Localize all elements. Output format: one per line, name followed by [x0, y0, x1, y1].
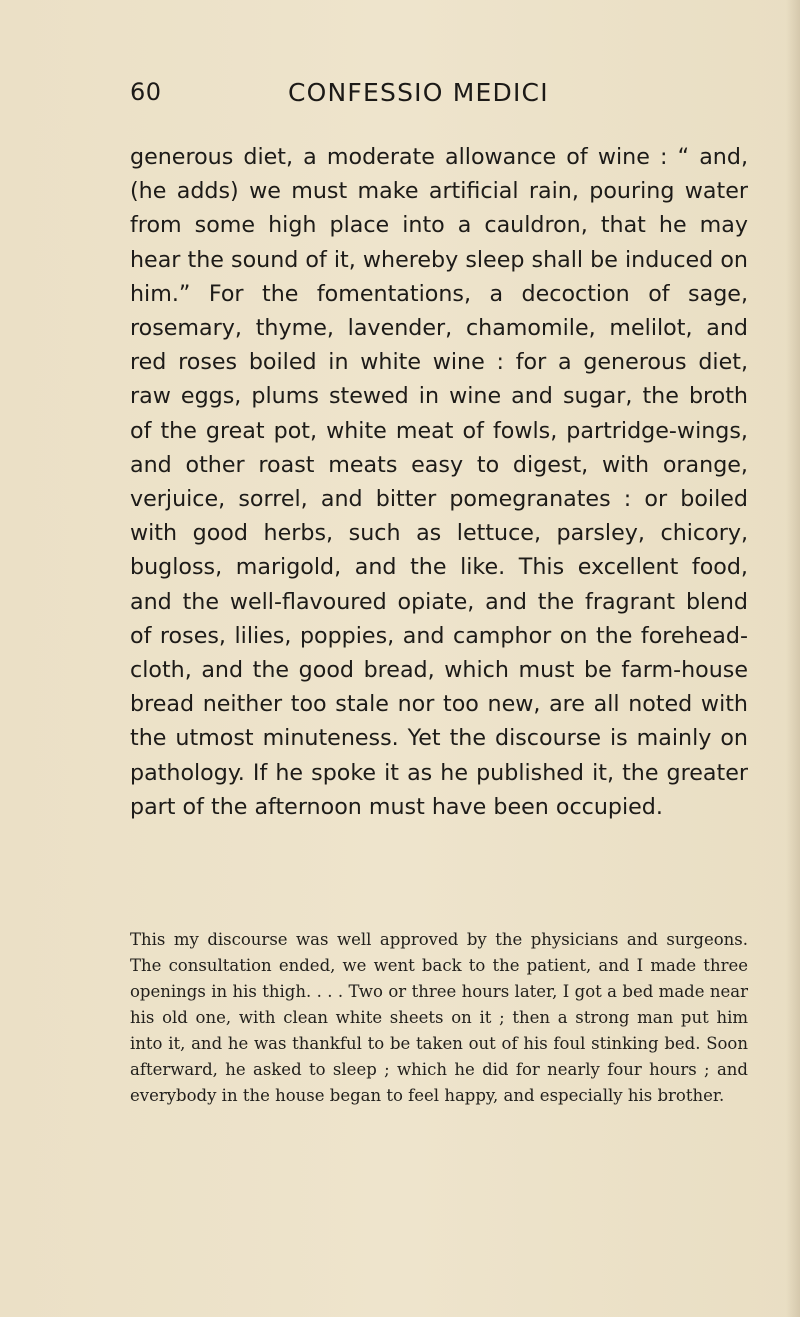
- page-number: 60: [130, 78, 162, 106]
- running-title: CONFESSIO MEDICI: [288, 78, 549, 107]
- page-header: [130, 78, 748, 118]
- page-edge-shadow: [786, 0, 800, 1317]
- body-paragraph: generous diet, a moderate allowance of wine : “ and, (he adds) we must make artificial rain, pouring water from some high place into a cauldron, that he may hear the sound of it, whereby sleep shall be induced on him.” For the fomentations, a decoction of sage, rosemary, thyme, lavender, chamomile, melilot, and red roses boiled in white wine : for a generous diet, raw eggs, plums stewed in wine and sugar, the broth of the great pot, white meat of fowls, partridge-wings, and other roast meats easy to digest, with orange, verjuice, sorrel, and bitter pomegranates : or boiled with good herbs, such as lettuce, parsley, chicory, bugloss, marigold, and the like. This excellent food, and the well-flavoured opiate, and the fragrant blend of roses, lilies, poppies, and camphor on the forehead-cloth, and the good bread, which must be farm-house bread neither too stale nor too new, are all noted with the utmost minuteness. Yet the discourse is mainly on pathology. If he spoke it as he published it, the greater part of the afternoon must have been occupied.: [130, 144, 748, 820]
- block-quotation: This my discourse was well approved by the physicians and surgeons. The consultation ended, we went back to the patient, and I made three openings in his thigh. . . . Two or three hours later, I got a bed made near his old one, with clean white sheets on it ; then a strong man put him into it, and he was thankful to be taken out of his foul stinking bed. Soon afterward, he asked to sleep ; which he did for nearly four hours ; and everybody in the house began to feel happy, and especially his brother.: [130, 930, 748, 1105]
